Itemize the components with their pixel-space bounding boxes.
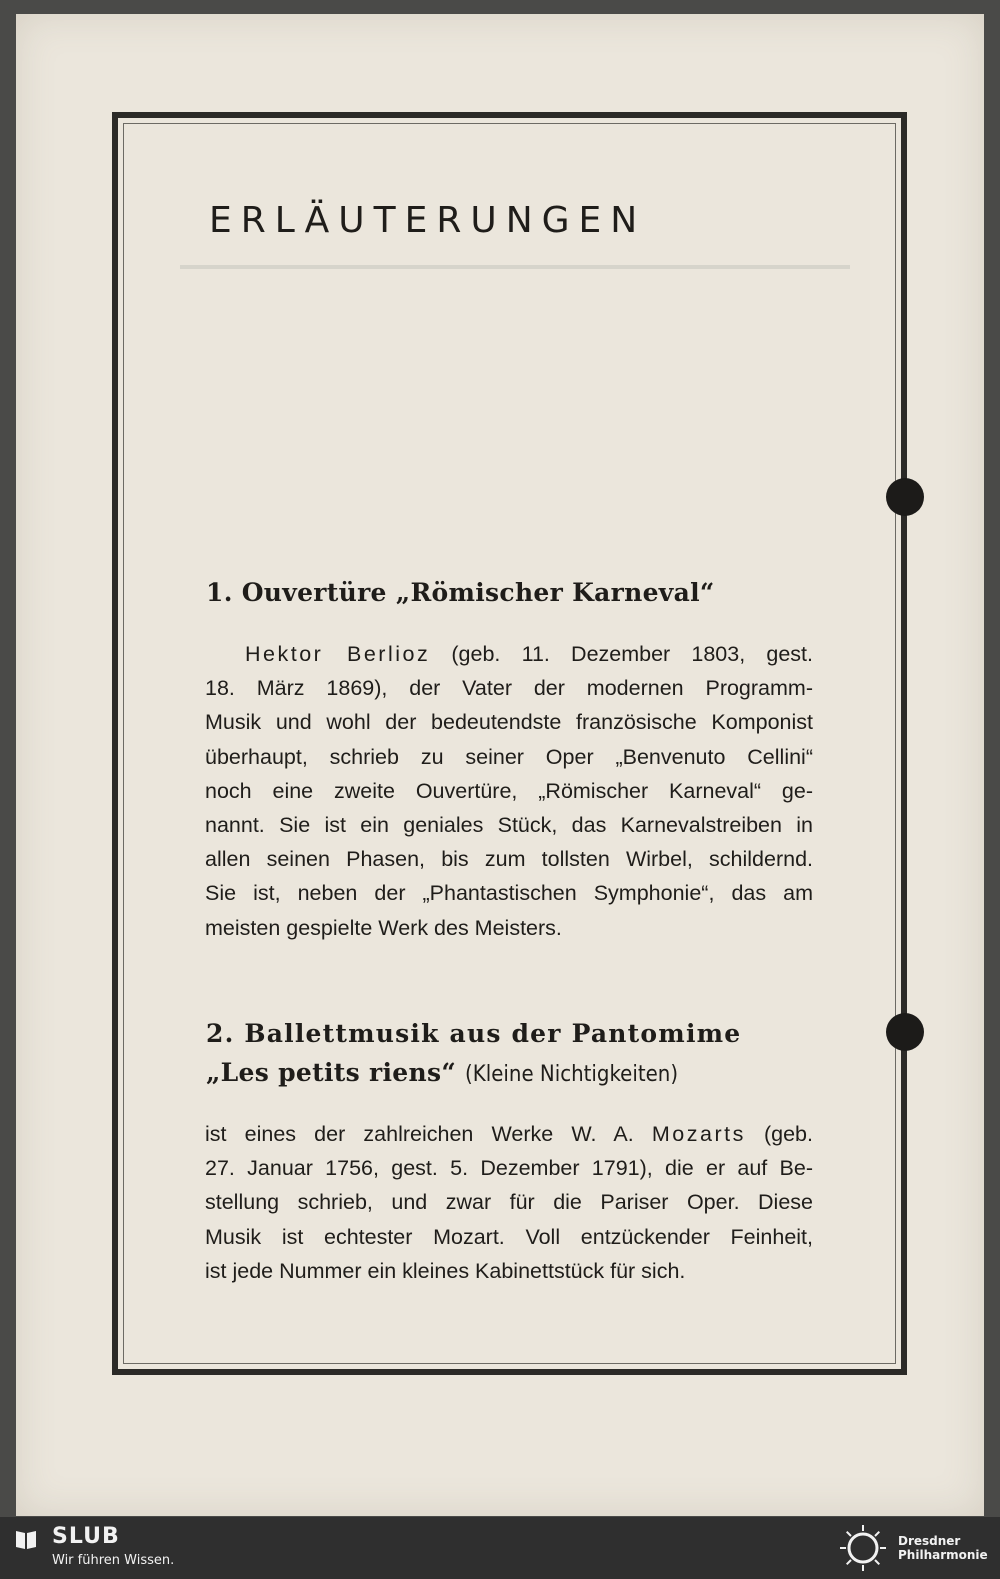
body-line: stellung schrieb, und zwar für die Pariser Oper. Diese [205, 1190, 813, 1215]
slub-logo-text: SLUB [52, 1524, 120, 1549]
body-line: überhaupt, schrieb zu seiner Oper „Benvenuto Cellini“ [205, 744, 813, 769]
section-2-heading: 2. Ballettmusik aus der Pantomime [206, 1019, 742, 1048]
section-2-title: „Les petits riens“ [206, 1058, 457, 1087]
philharmonie-name: Dresdner Philharmonie [898, 1534, 988, 1562]
section-1-heading: 1. Ouvertüre „Römischer Karneval“ [206, 578, 715, 607]
footer-bar [0, 1517, 1000, 1579]
body-line: noch eine zweite Ouvertüre, „Römischer Karneval“ ge- [205, 778, 813, 803]
body-line: ist jede Nummer ein kleines Kabinettstück für sich. [205, 1258, 686, 1283]
section-2-heading-line2 [206, 1058, 826, 1087]
body-line: nannt. Sie ist ein geniales Stück, das Karnevalstreiben in [205, 813, 813, 838]
slub-book-icon [14, 1527, 38, 1551]
body-line: 27. Januar 1756, gest. 5. Dezember 1791), die er auf Be- [205, 1156, 813, 1181]
body-line: Musik ist echtester Mozart. Voll entzückender Feinheit, [205, 1224, 813, 1249]
section-2-body [205, 1117, 813, 1288]
body-line: 18. März 1869), der Vater der modernen Programm- [205, 676, 813, 701]
body-line: Sie ist, neben der „Phantastischen Symphonie“, das am [205, 881, 813, 906]
philharmonie-sun-icon [838, 1523, 888, 1573]
section-1-body [205, 637, 813, 945]
body-line: Musik und wohl der bedeutendste französische Komponist [205, 710, 813, 735]
punch-hole [886, 478, 924, 516]
body-line: Hektor Berlioz (geb. 11. Dezember 1803, gest. [245, 642, 813, 666]
body-line: meisten gespielte Werk des Meisters. [205, 915, 562, 940]
body-line: ist eines der zahlreichen Werke W. A. Mozarts (geb. [205, 1122, 813, 1146]
body-line: allen seinen Phasen, bis zum tollsten Wirbel, schildernd. [205, 847, 813, 872]
slub-tagline: Wir führen Wissen. [52, 1553, 175, 1568]
punch-hole [886, 1013, 924, 1051]
section-2-subtitle: (Kleine Nichtigkeiten) [465, 1062, 679, 1087]
page-title: ERLÄUTERUNGEN [209, 200, 647, 241]
